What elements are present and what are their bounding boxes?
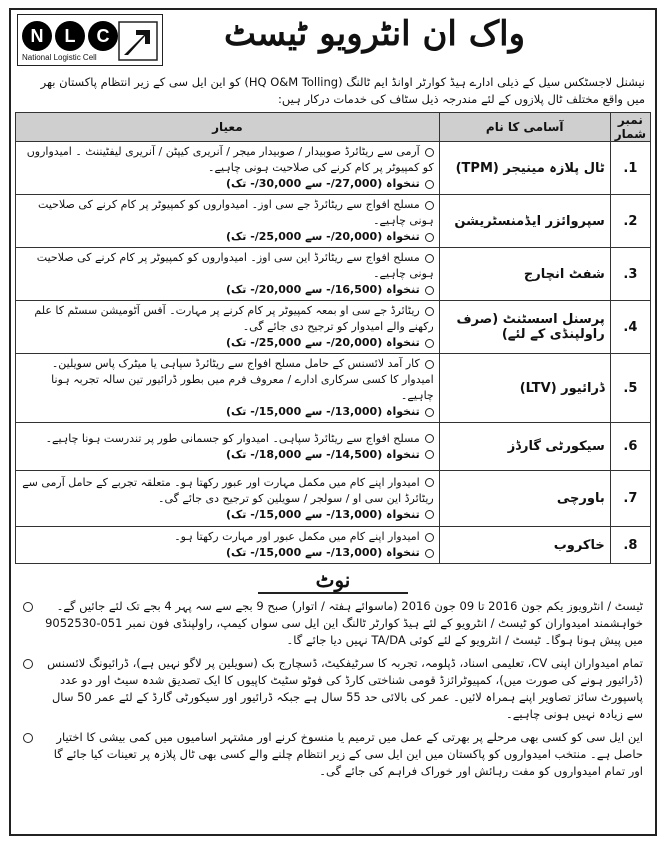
criteria-text [21, 197, 434, 229]
column-header: نمبر شمار [610, 113, 650, 142]
criteria-text [21, 303, 434, 335]
criteria-cell [16, 301, 440, 354]
salary-value: تنخواہ (13,000/- سے 15,000/- تک) [225, 507, 420, 521]
salary-text [21, 404, 434, 420]
bullet-icon [425, 339, 434, 348]
criteria-cell [16, 527, 440, 564]
salary-text [21, 545, 434, 561]
bullet-icon [23, 659, 33, 669]
salary-value: تنخواہ (20,000/- سے 25,000/- تک) [225, 336, 420, 349]
bullet-icon [425, 510, 434, 519]
bullet-icon [425, 286, 434, 295]
column-header: آسامی کا نام [439, 113, 610, 142]
criteria-value: کار آمد لائسنس کے حامل مسلح افواج سے ریٹائرڈ سپاہی یا میٹرک پاس سویلین۔ امیدوار کا کسی سرکاری ادارے / معروف فرم میں بطور ڈرائیور تین سالہ تجربہ ہونا چاہیے۔ [51, 357, 434, 402]
post-name: سیکورٹی گارڈز [439, 423, 610, 471]
post-name: ڈرائیور (LTV) [439, 354, 610, 423]
table-row [16, 248, 651, 301]
note-item [19, 729, 647, 780]
table-row [16, 354, 651, 423]
salary-text [21, 229, 434, 245]
table-row [16, 195, 651, 248]
post-name: خاکروب [439, 527, 610, 564]
bullet-icon [425, 201, 434, 210]
criteria-value: امیدوار اپنے کام میں مکمل عبور اور مہارت رکھتا ہو۔ [174, 530, 420, 543]
salary-value: تنخواہ (27,000/- سے 30,000/- تک) [225, 177, 420, 190]
criteria-text [21, 356, 434, 404]
salary-text [21, 335, 434, 351]
bullet-icon [425, 254, 434, 263]
row-number: 5. [610, 354, 650, 423]
logo-letter: L [55, 21, 85, 51]
bullet-icon [425, 180, 434, 189]
note-item [19, 598, 647, 649]
table-row [16, 142, 651, 195]
salary-value: تنخواہ (14,500/- سے 18,000/- تک) [225, 447, 420, 461]
note-item [19, 655, 647, 723]
bullet-icon [23, 733, 33, 743]
note-text: ٹیسٹ / انٹرویوز یکم جون 2016 تا 09 جون 2016 (ماسوائے ہفتہ / اتوار) صبح 9 بجے سے سہ پہر 4 بجے تک لئے جائیں گے۔ خواہشمند امیدواران کو ٹیسٹ / انٹرویو کے لئے ہیڈ کوارٹر ٹالنگ این ایل سی سواں کیمپ، راولپنڈی فون نمبر 051-9052530 میں پیش ہونا ہوگا۔ ٹیسٹ / انٹرویو کے لئے کوئی TA/DA نہیں دیا جائے گا۔ [45, 599, 643, 647]
nlc-logo [17, 14, 163, 66]
criteria-text [21, 475, 434, 507]
criteria-text [21, 529, 434, 545]
salary-text [21, 282, 434, 298]
criteria-cell [16, 423, 440, 471]
salary-value: تنخواہ (13,000/- سے 15,000/- تک) [225, 546, 420, 559]
logo-letter: C [88, 21, 118, 51]
post-name: شفٹ انچارج [439, 248, 610, 301]
bullet-icon [425, 148, 434, 157]
criteria-text [21, 431, 434, 447]
bullet-icon [425, 450, 434, 459]
row-number: 6. [610, 423, 650, 471]
table-header-row [16, 113, 651, 142]
salary-text [21, 507, 434, 523]
row-number: 4. [610, 301, 650, 354]
post-name: باورچی [439, 471, 610, 527]
row-number: 8. [610, 527, 650, 564]
intro-text: نیشنل لاجسٹکس سیل کے ذیلی ادارے ہیڈ کوارٹر اوانڈ ایم ٹالنگ (HQ O&M Tolling) کو این ایل سی کے زیر انتظام پاکستان بھر میں واقع مختلف ٹال پلازوں کے لئے مندرجہ ذیل سٹاف کی خدمات درکار ہیں: [40, 75, 645, 106]
salary-value: تنخواہ (20,000/- سے 25,000/- تک) [225, 230, 420, 243]
post-name: پرسنل اسسٹنٹ (صرف راولپنڈی کے لئے) [439, 301, 610, 354]
bullet-icon [425, 307, 434, 316]
criteria-value: مسلح افواج سے ریٹائرڈ جے سی اوز۔ امیدواروں کو کمپیوٹر پر کام کرنے کی صلاحیت ہونی چاہیے۔ [38, 198, 434, 227]
logo-caption: National Logistic Cell [22, 53, 97, 62]
criteria-value: مسلح افواج سے ریٹائرڈ این سی اوز۔ امیدواروں کو کمپیوٹر پر کام کرنے کی صلاحیت ہونی چاہیے۔ [36, 251, 434, 280]
note-text: این ایل سی کو کسی بھی مرحلے پر بھرتی کے عمل میں ترمیم یا منسوخ کرنے اور مشتہر اسامیوں میں کمی بیشی کا اختیار حاصل ہے۔ منتخب امیدواروں کو پاکستان میں این ایل سی کے زیر انتظام چلنے والے کسی بھی ٹال پلازہ پر تعینات کیا جائے گا اور تمام امیدواروں کو مفت رہائش اور خوراک فراہم کی جائے گی۔ [53, 730, 643, 778]
salary-value: تنخواہ (13,000/- سے 15,000/- تک) [225, 405, 420, 418]
row-number: 2. [610, 195, 650, 248]
criteria-text [21, 250, 434, 282]
criteria-cell [16, 248, 440, 301]
criteria-text [21, 144, 434, 176]
criteria-value: ریٹائرڈ جے سی او بمعہ کمپیوٹر پر کام کرنے پر مہارت۔ آفس آٹومیشن سسٹم کا علم رکھنے والے امیدوار کو ترجیح دی جائے گی۔ [34, 304, 434, 333]
row-number: 1. [610, 142, 650, 195]
jobs-table [15, 112, 651, 564]
criteria-cell [16, 471, 440, 527]
criteria-value: آرمی سے ریٹائرڈ صوبیدار / صوبیدار میجر / آنریری کیپٹن / آنریری لیفٹیننٹ ۔ امیدواروں کو کمپیوٹر پر کام کرنے کی صلاحیت ہونی چاہیے۔ [26, 145, 434, 174]
salary-text [21, 447, 434, 463]
criteria-cell [16, 354, 440, 423]
post-name: سپروائزر ایڈمنسٹریشن [439, 195, 610, 248]
column-header: معیار [16, 113, 440, 142]
header [11, 10, 655, 72]
criteria-cell [16, 142, 440, 195]
table-row [16, 527, 651, 564]
bullet-icon [425, 360, 434, 369]
table-row [16, 423, 651, 471]
bullet-icon [425, 434, 434, 443]
table-row [16, 301, 651, 354]
bullet-icon [425, 533, 434, 542]
notes-list [19, 598, 647, 780]
criteria-cell [16, 195, 440, 248]
logo-letter: N [22, 21, 52, 51]
table-row [16, 471, 651, 527]
bullet-icon [425, 549, 434, 558]
advertisement-page [9, 8, 657, 836]
criteria-value: امیدوار اپنے کام میں مکمل مہارت اور عبور رکھتا ہو۔ متعلقہ تجربے کے حامل آرمی سے ریٹائرڈ این سی او / سولجر / سویلین کو ترجیح دی جائے گی۔ [22, 475, 434, 505]
row-number: 3. [610, 248, 650, 301]
arrow-logo-icon [118, 21, 158, 61]
bullet-icon [425, 408, 434, 417]
bullet-icon [425, 233, 434, 242]
bullet-icon [425, 478, 434, 487]
salary-text [21, 176, 434, 192]
notes-title: نوٹ [258, 568, 408, 594]
page-title: واک ان انٹرویو ٹیسٹ [223, 14, 525, 54]
criteria-value: مسلح افواج سے ریٹائرڈ سپاہی۔ امیدوار کو جسمانی طور پر تندرست ہونا چاہیے۔ [45, 431, 420, 445]
note-text: تمام امیدواران اپنی CV، تعلیمی اسناد، ڈپلومہ، تجربہ کا سرٹیفکیٹ، ڈسچارج بک (سویلین پر لاگو نہیں ہے)، ڈرائیونگ لائسنس (ڈرائیور ہونے کی صورت میں)، کمپیوٹرائزڈ قومی شناختی کارڈ کی فوٹو سٹیٹ کاپیوں کا ایک تصدیق شدہ سیٹ اور دو عدد پاسپورٹ سائز تصاویر اپنے ہمراہ لائیں۔ عمر کی بالائی حد 55 سال ہے جبکہ ڈرائیور اور سیکورٹی گارڈ کے لئے عمر 50 سال سے زیادہ نہیں ہونی چاہیے۔ [47, 656, 643, 721]
bullet-icon [23, 602, 33, 612]
salary-value: تنخواہ (16,500/- سے 20,000/- تک) [225, 283, 420, 296]
post-name: ٹال پلازہ مینیجر (TPM) [439, 142, 610, 195]
row-number: 7. [610, 471, 650, 527]
